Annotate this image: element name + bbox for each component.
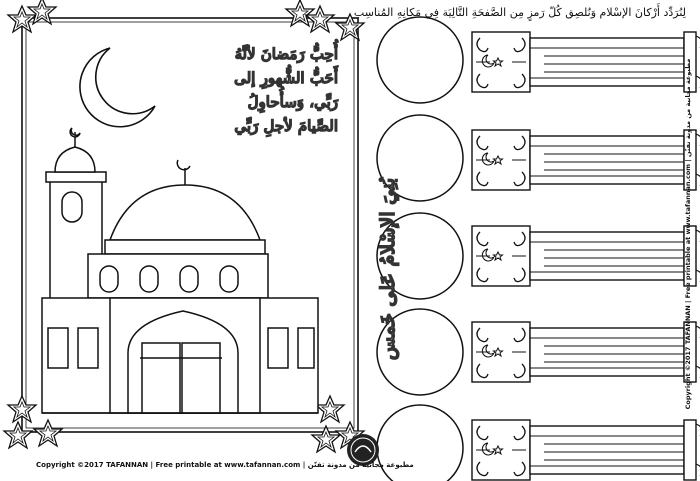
poem-line: أُحِبُّ رَمَضانَ لأنَّهُ: [234, 45, 338, 63]
vertical-title: بُنِيَ الإسْلامُ عَلى خَمس: [377, 177, 399, 361]
poem-line: الصِّيامَ لأجلِ رَبِّي: [234, 117, 338, 135]
side-copyright: Copyright ©2017 TAFANNAN | Free printable at www.tafannan.com | مطبوعة مجانية من مدونة تفنّن: [684, 58, 692, 410]
pillar-list: [472, 32, 700, 480]
poem-line: رَبِّي، وَسأُحاوِلُ: [247, 93, 338, 111]
footer-copyright: Copyright ©2017 TAFANNAN | Free printable at www.tafannan.com | مطبوعة مجانية من مدونة تفنّن: [36, 461, 414, 469]
poem: [170, 42, 338, 138]
poem-line: أَحَبُّ الشُّهورِ إلى: [234, 69, 338, 87]
instruction-text: لِنُرَدِّد أَرْكانَ الإسْلام وَنُلصِق كُلّ رَمزٍ مِن الصَّفحَةِ التَّالِيَة فِي مَكانِهِ المُناسِب: [353, 6, 686, 19]
